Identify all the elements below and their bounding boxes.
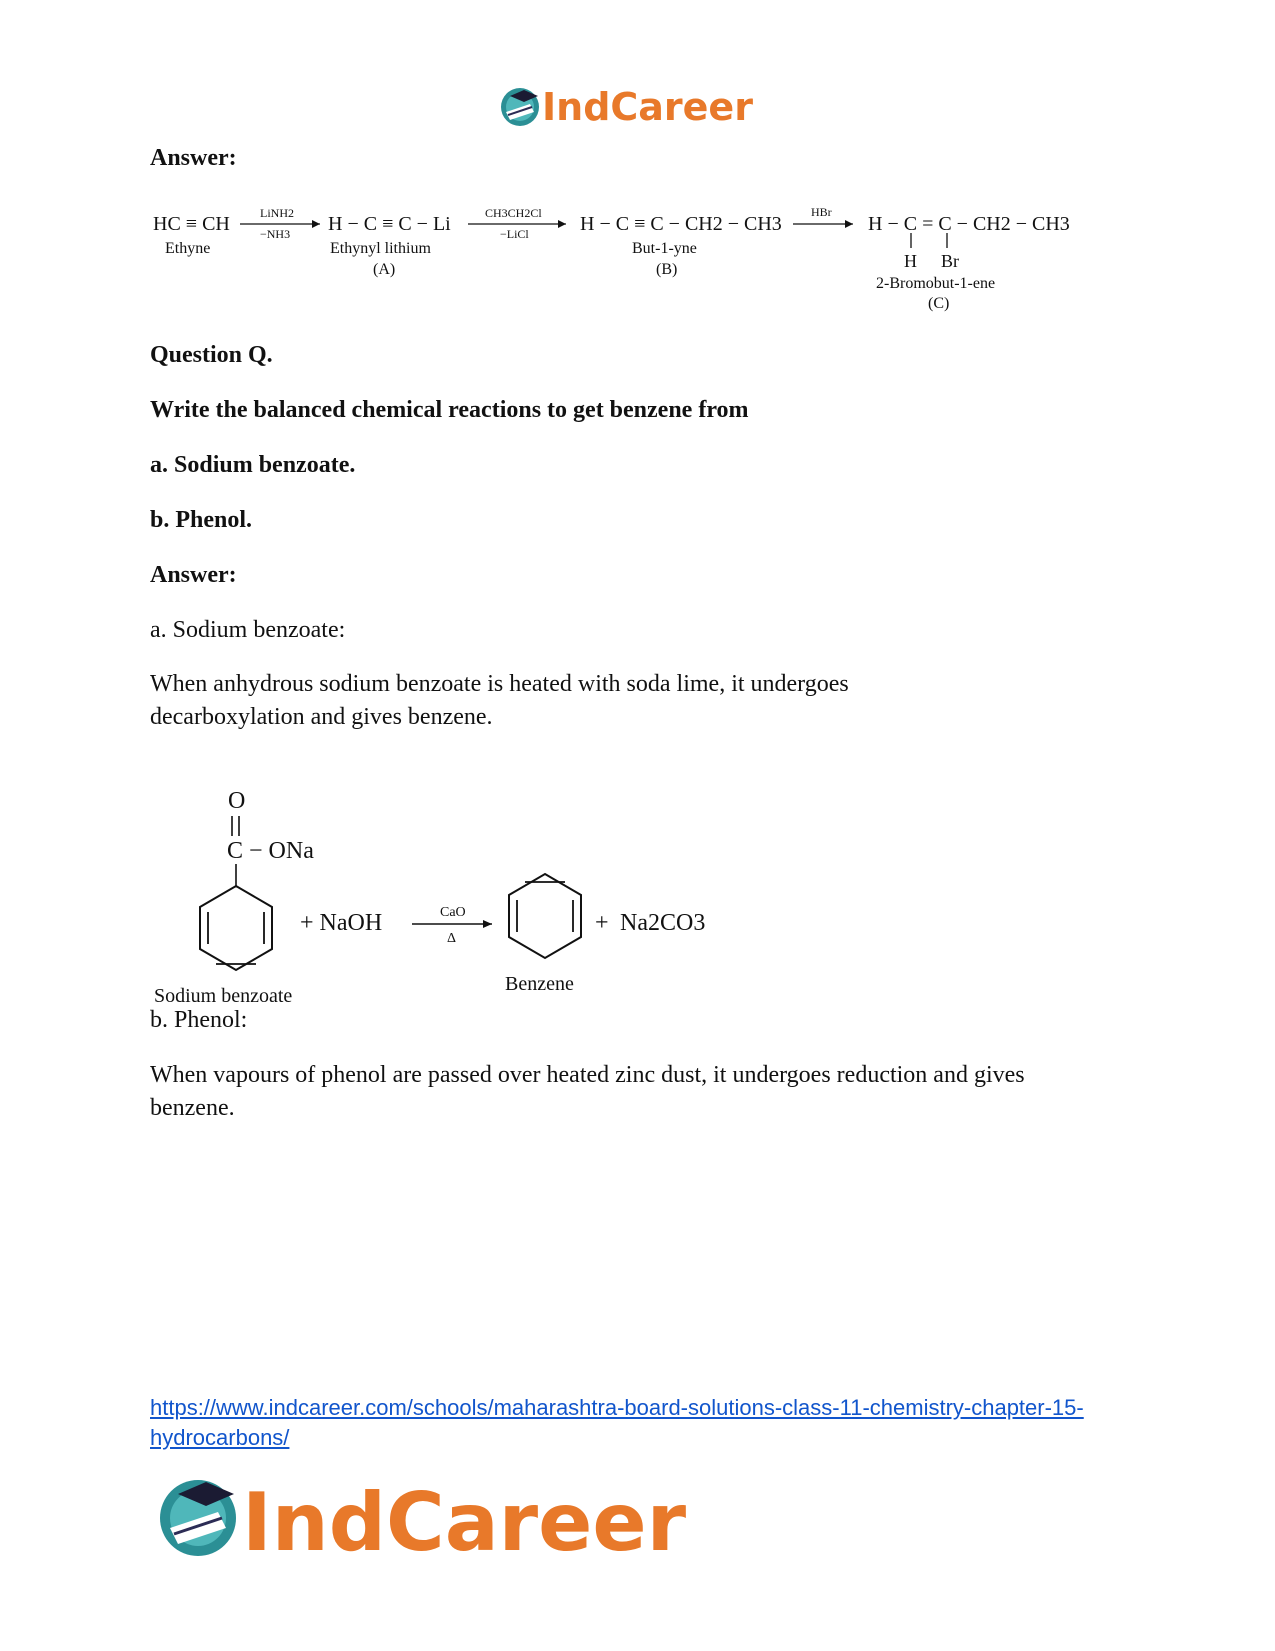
carbonyl-carbon: C <box>227 838 244 864</box>
carbonyl-oxygen: O <box>228 788 246 814</box>
question-label: Question Q. <box>150 342 273 368</box>
bromobutene-br: Br <box>941 251 959 271</box>
ethynyl-lithium-name: Ethynyl lithium <box>330 240 431 257</box>
answer-a-heading: a. Sodium benzoate: <box>150 617 346 643</box>
ethyne-formula: HC ≡ CH <box>153 213 230 235</box>
graduation-cap-book-icon <box>501 88 539 126</box>
but-1-yne-name: But-1-yne <box>632 240 697 257</box>
bromobutene-name: 2-Bromobut-1-ene <box>876 275 996 292</box>
ethynyl-lithium-formula: H − C ≡ C − Li <box>328 213 451 235</box>
answer-b-text: When vapours of phenol are passed over heated zinc dust, it undergoes reduction and gives benzene. <box>150 1062 1025 1121</box>
question-text: Write the balanced chemical reactions to get benzene from <box>150 397 749 423</box>
cao-reagent: CaO <box>440 905 466 920</box>
answer-b-heading: b. Phenol: <box>150 1007 248 1033</box>
benzene-ring-product <box>509 874 581 958</box>
ona-group: − ONa <box>249 838 314 864</box>
arrow1-byproduct: −NH3 <box>260 227 291 241</box>
benzene-label: Benzene <box>505 973 574 995</box>
benzene-ring-reactant <box>200 886 272 970</box>
reaction-ethyne-scheme <box>148 200 1138 325</box>
arrow1-reagent: LiNH2 <box>260 206 294 220</box>
reaction-arrow-cao <box>412 920 492 928</box>
answer-label-1: Answer: <box>150 145 237 171</box>
sodium-carbonate: Na2CO3 <box>620 910 706 936</box>
sodium-benzoate-label: Sodium benzoate <box>154 985 293 1007</box>
heat-symbol: Δ <box>447 931 457 946</box>
plus-naoh: + NaOH <box>300 910 383 936</box>
product-a-tag: (A) <box>373 261 396 278</box>
arrow3-reagent: HBr <box>811 205 832 219</box>
but-1-yne-formula: H − C ≡ C − CH2 − CH3 <box>580 213 782 235</box>
source-link[interactable]: https://www.indcareer.com/schools/maharashtra-board-solutions-class-11-chemistry-chapter-15-hydrocarbons/ <box>150 1395 1084 1450</box>
graduation-cap-book-icon <box>160 1480 236 1556</box>
answer-label-2: Answer: <box>150 562 237 588</box>
bromobutene-h: H <box>904 251 917 271</box>
question-part-a: a. Sodium benzoate. <box>150 452 356 478</box>
bromobutene-formula: H − C = C − CH2 − CH3 <box>868 213 1070 235</box>
arrow2-reagent: CH3CH2Cl <box>485 206 542 220</box>
reaction-arrow-3 <box>793 220 853 228</box>
product-b-tag: (B) <box>656 261 678 278</box>
brand-logo-top <box>500 82 780 132</box>
ethyne-name: Ethyne <box>165 240 211 257</box>
question-part-b: b. Phenol. <box>150 507 253 533</box>
product-c-tag: (C) <box>928 295 950 312</box>
plus-sign: + <box>595 910 609 936</box>
arrow2-byproduct: −LiCl <box>500 227 529 241</box>
brand-logo-bottom <box>158 1468 698 1568</box>
brand-name-top: IndCareer <box>542 85 753 129</box>
reaction-decarboxylation-scheme <box>150 780 750 1015</box>
brand-name-bottom: IndCareer <box>242 1476 687 1568</box>
answer-a-text: When anhydrous sodium benzoate is heated with soda lime, it undergoes decarboxylation and gives benzene. <box>150 671 849 730</box>
